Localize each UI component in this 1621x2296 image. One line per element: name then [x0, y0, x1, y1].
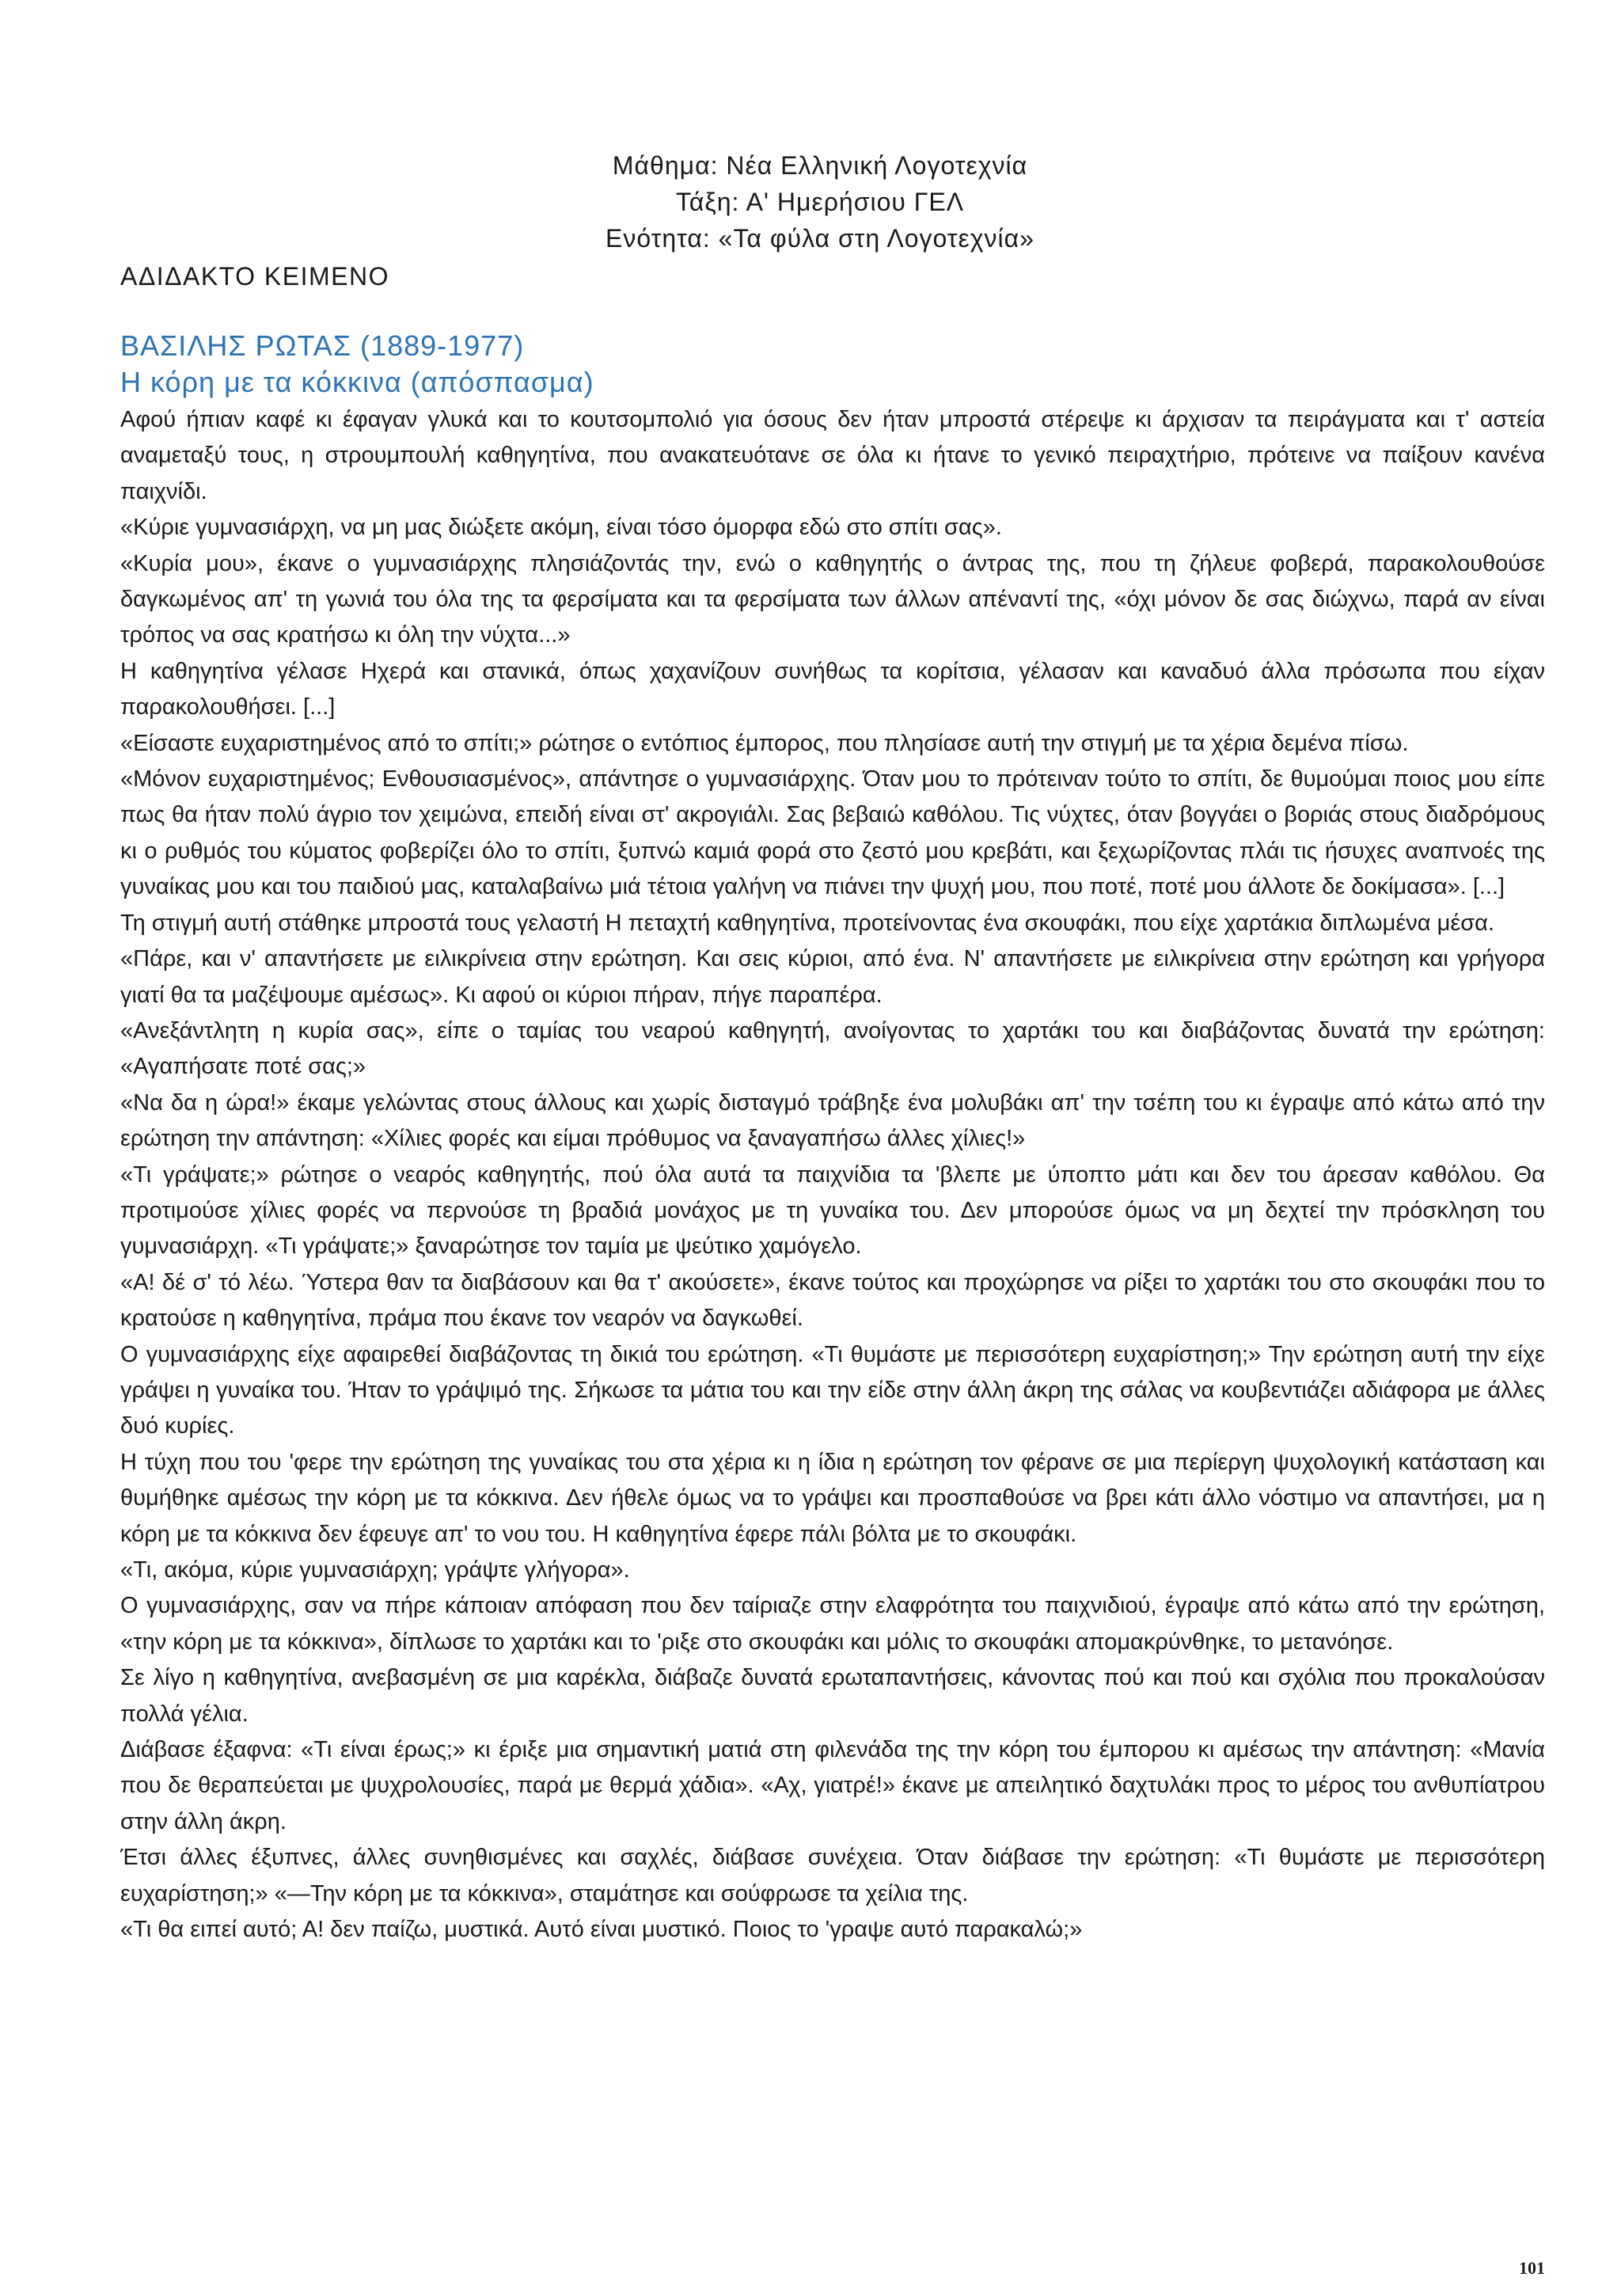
excerpt-body	[120, 402, 1545, 1948]
paragraph: «Κυρία μου», έκανε ο γυμνασιάρχης πλησιάζοντάς την, ενώ ο καθηγητής ο άντρας της, που τη ζήλευε φοβερά, παρακολουθούσε δαγκωμένος απ' τη γωνιά του όλα της τα φερσίματα και τα φερσίματα των άλλων απέναντί της, «όχι μόνον δε σας διώχνω, παρά αν είναι τρόπος να σας κρατήσω κι όλη την νύχτα...»	[120, 550, 1545, 648]
course-subject: Μάθημα: Νέα Ελληνική Λογοτεχνία	[612, 151, 1028, 180]
paragraph: «Κύριε γυμνασιάρχη, να μη μας διώξετε ακόμη, είναι τόσο όμορφα εδώ στο σπίτι σας».	[120, 515, 1002, 541]
paragraph: «Τι γράψατε;» ρώτησε ο νεαρός καθηγητής, πού όλα αυτά τα παιχνίδια τα 'βλεπε με ύποπτο μάτι και δεν του άρεσαν καθόλου. Θα προτιμούσε χίλιες φορές να περνούσε τη βραδιά μονάχος με τη γυναίκα του. Δεν μπορούσε όμως να μη δεχτεί την πρόσκληση του γυμνασιάρχη. «Τι γράψατε;» ξαναρώτησε τον ταμία με ψεύτικο χαμόγελο.	[120, 1161, 1545, 1260]
paragraph: Ο γυμνασιάρχης είχε αφαιρεθεί διαβάζοντας τη δικιά του ερώτηση. «Τι θυμάστε με περισσότερη ευχαρίστηση;» Την ερώτηση αυτή την είχε γράψει η γυναίκα του. Ήταν το γράψιμό της. Σήκωσε τα μάτια του και την είδε στην άλλη άκρη της σάλας να κουβεντιάζει αδιάφορα με άλλες δυό κυρίες.	[120, 1341, 1545, 1439]
paragraph: Σε λίγο η καθηγητίνα, ανεβασμένη σε μια καρέκλα, διάβαζε δυνατά ερωταπαντήσεις, κάνοντας πού και πού και σχόλια που προκαλούσαν πολλά γέλια.	[120, 1665, 1545, 1727]
course-header	[0, 147, 1621, 257]
paragraph: Τη στιγμή αυτή στάθηκε μπροστά τους γελαστή Η πεταχτή καθηγητίνα, προτείνοντας ένα σκουφάκι, που είχε χαρτάκια διπλωμένα μέσα.	[120, 910, 1494, 936]
paragraph: Διάβασε έξαφνα: «Τι είναι έρως;» κι έριξε μια σημαντική ματιά στη φιλενάδα της την κόρη του έμπορου κι αμέσως την απάντηση: «Μανία που δε θεραπεύεται με ψυχρολουσίες, παρά με θερμά χάδια». «Αχ, γιατρέ!» έκανε με απειλητικό δαχτυλάκι προς το μέρος του ανθυπίατρου στην άλλη άκρη.	[120, 1737, 1545, 1834]
paragraph: Η τύχη που του 'φερε την ερώτηση της γυναίκας του στα χέρια κι η ίδια η ερώτηση τον φέρανε σε μια περίεργη ψυχολογική κατάσταση και θυμήθηκε αμέσως την κόρη με τα κόκκινα. Δεν ήθελε όμως να το γράψει και προσπαθούσε να βρει κάτι άλλο νόστιμο να απαντήσει, μα η κόρη με τα κόκκινα δεν έφευγε απ' το νου του. Η καθηγητίνα έφερε πάλι βόλτα με το σκουφάκι.	[120, 1449, 1545, 1547]
paragraph: «Α! δέ σ' τό λέω. Ύστερα θαν τα διαβάσουν και θα τ' ακούσετε», έκανε τούτος και προχώρησε να ρίξει το χαρτάκι του στο σκουφάκι που το κρατούσε η καθηγητίνα, πράμα που έκανε τον νεαρόν να δαγκωθεί.	[120, 1269, 1545, 1332]
paragraph: Έτσι άλλες έξυπνες, άλλες συνηθισμένες και σαχλές, διάβασε συνέχεια. Όταν διάβασε την ερώτηση: «Τι θυμάστε με περισσότερη ευχαρίστηση;» «—Την κόρη με τα κόκκινα», σταμάτησε και σούφρωσε τα χείλια της.	[120, 1845, 1545, 1906]
course-unit: Ενότητα: «Τα φύλα στη Λογοτεχνία»	[606, 224, 1034, 253]
work-title: Η κόρη με τα κόκκινα (απόσπασμα)	[120, 366, 594, 398]
page-number: 101	[1519, 2258, 1545, 2278]
paragraph: Η καθηγητίνα γέλασε Ηχερά και στανικά, όπως χαχανίζουν συνήθως τα κορίτσια, γέλασαν και καναδυό άλλα πρόσωπα που είχαν παρακολουθήσει. [...]	[120, 658, 1545, 720]
section-label: ΑΔΙΔΑΚΤΟ ΚΕΙΜΕΝΟ	[120, 262, 389, 291]
paragraph: «Μόνον ευχαριστημένος; Ενθουσιασμένος», απάντησε ο γυμνασιάρχης. Όταν μου το πρότειναν τούτο το σπίτι, δε θυμούμαι ποιος μου είπε πως θα ήταν πολύ άγριο τον χειμώνα, επειδή είναι στ' ακρογιάλι. Σας βεβαιώ καθόλου. Τις νύχτες, όταν βογγάει ο βοριάς στους διαδρόμους κι ο ρυθμός του κύματος φοβερίζει όλο το σπίτι, ξυπνώ καμιά φορά στο ζεστό μου κρεβάτι, και ξεχωρίζοντας πλάι τις ήσυχες αναπνοές της γυναίκας μου και του παιδιού μας, καταλαβαίνω μιά τέτοια γαλήνη να πιάνει την ψυχή μου, που ποτέ, ποτέ μου άλλοτε δε δοκίμασα». [...]	[120, 766, 1545, 900]
paragraph: «Ανεξάντλητη η κυρία σας», είπε ο ταμίας του νεαρού καθηγητή, ανοίγοντας το χαρτάκι του και διαβάζοντας δυνατά την ερώτηση: «Αγαπήσατε ποτέ σας;»	[120, 1017, 1545, 1080]
paragraph: Αφού ήπιαν καφέ κι έφαγαν γλυκά και το κουτσομπολιό για όσους δεν ήταν μπροστά στέρεψε κι άρχισαν τα πειράγματα και τ' αστεία αναμεταξύ τους, η στρουμπουλή καθηγητίνα, που ανακατευότανε σε όλα κι ήτανε το γενικό πειραχτήριο, πρότεινε να παίξουν κανένα παιχνίδι.	[120, 407, 1545, 504]
paragraph: Ο γυμνασιάρχης, σαν να πήρε κάποιαν απόφαση που δεν ταίριαζε στην ελαφρότητα του παιχνιδιού, έγραψε από κάτω από την ερώτηση, «την κόρη με τα κόκκινα», δίπλωσε το χαρτάκι και το 'ριξε στο σκουφάκι και μόλις το σκουφάκι απομακρύνθηκε, το μετανόησε.	[120, 1593, 1545, 1655]
paragraph: «Τι θα ειπεί αυτό; Α! δεν παίζω, μυστικά. Αυτό είναι μυστικό. Ποιος το 'γραψε αυτό παρακαλώ;»	[120, 1917, 1083, 1943]
paragraph: «Πάρε, και ν' απαντήσετε με ειλικρίνεια στην ερώτηση. Και σεις κύριοι, από ένα. Ν' απαντήσετε με ειλικρίνεια στην ερώτηση και γρήγορα γιατί θα τα μαζέψουμε αμέσως». Κι αφού οι κύριοι πήραν, πήγε παραπέρα.	[120, 946, 1545, 1008]
author-heading: ΒΑΣΙΛΗΣ ΡΩΤΑΣ (1889-1977)	[120, 329, 525, 362]
paragraph: «Τι, ακόμα, κύριε γυμνασιάρχη; γράψτε γλήγορα».	[120, 1557, 630, 1583]
paragraph: «Είσαστε ευχαριστημένος από το σπίτι;» ρώτησε ο εντόπιος έμπορος, που πλησίασε αυτή την στιγμή με τα χέρια δεμένα πίσω.	[120, 730, 1409, 756]
paragraph: «Να δα η ώρα!» έκαμε γελώντας στους άλλους και χωρίς δισταγμό τράβηξε ένα μολυβάκι απ' την τσέπη του κι έγραψε από κάτω από την ερώτηση την απάντηση: «Χίλιες φορές και είμαι πρόθυμος να ξαναγαπήσω άλλες χίλιες!»	[120, 1089, 1545, 1152]
course-grade: Τάξη: Α' Ημερήσιου ΓΕΛ	[675, 188, 965, 216]
